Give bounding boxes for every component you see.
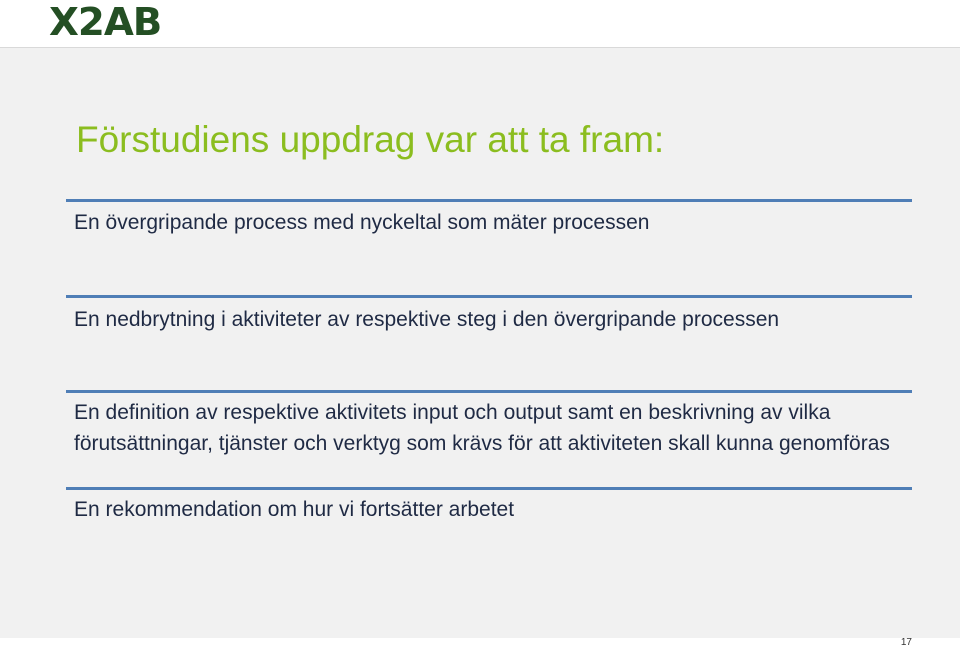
list-item-4: En rekommendation om hur vi fortsätter arbetet <box>74 498 515 521</box>
item-divider <box>66 390 912 393</box>
header-divider <box>0 47 960 48</box>
list-item-2: En nedbrytning i aktiviteter av respektive steg i den övergripande processen <box>74 308 780 331</box>
company-logo: X2AB <box>49 0 162 44</box>
item-divider <box>66 487 912 490</box>
page-number: 17 <box>900 637 912 648</box>
list-item-3: En definition av respektive aktivitets input och output samt en beskrivning av vilka förutsättningar, tjänster och verktyg som krävs för att aktiviteten skall kunna genomföras <box>74 401 890 455</box>
list-item-1: En övergripande process med nyckeltal som mäter processen <box>74 211 650 234</box>
slide-title: Förstudiens uppdrag var att ta fram: <box>76 119 665 160</box>
item-divider <box>66 295 912 298</box>
item-divider <box>66 199 912 202</box>
footer-strip <box>0 638 960 650</box>
